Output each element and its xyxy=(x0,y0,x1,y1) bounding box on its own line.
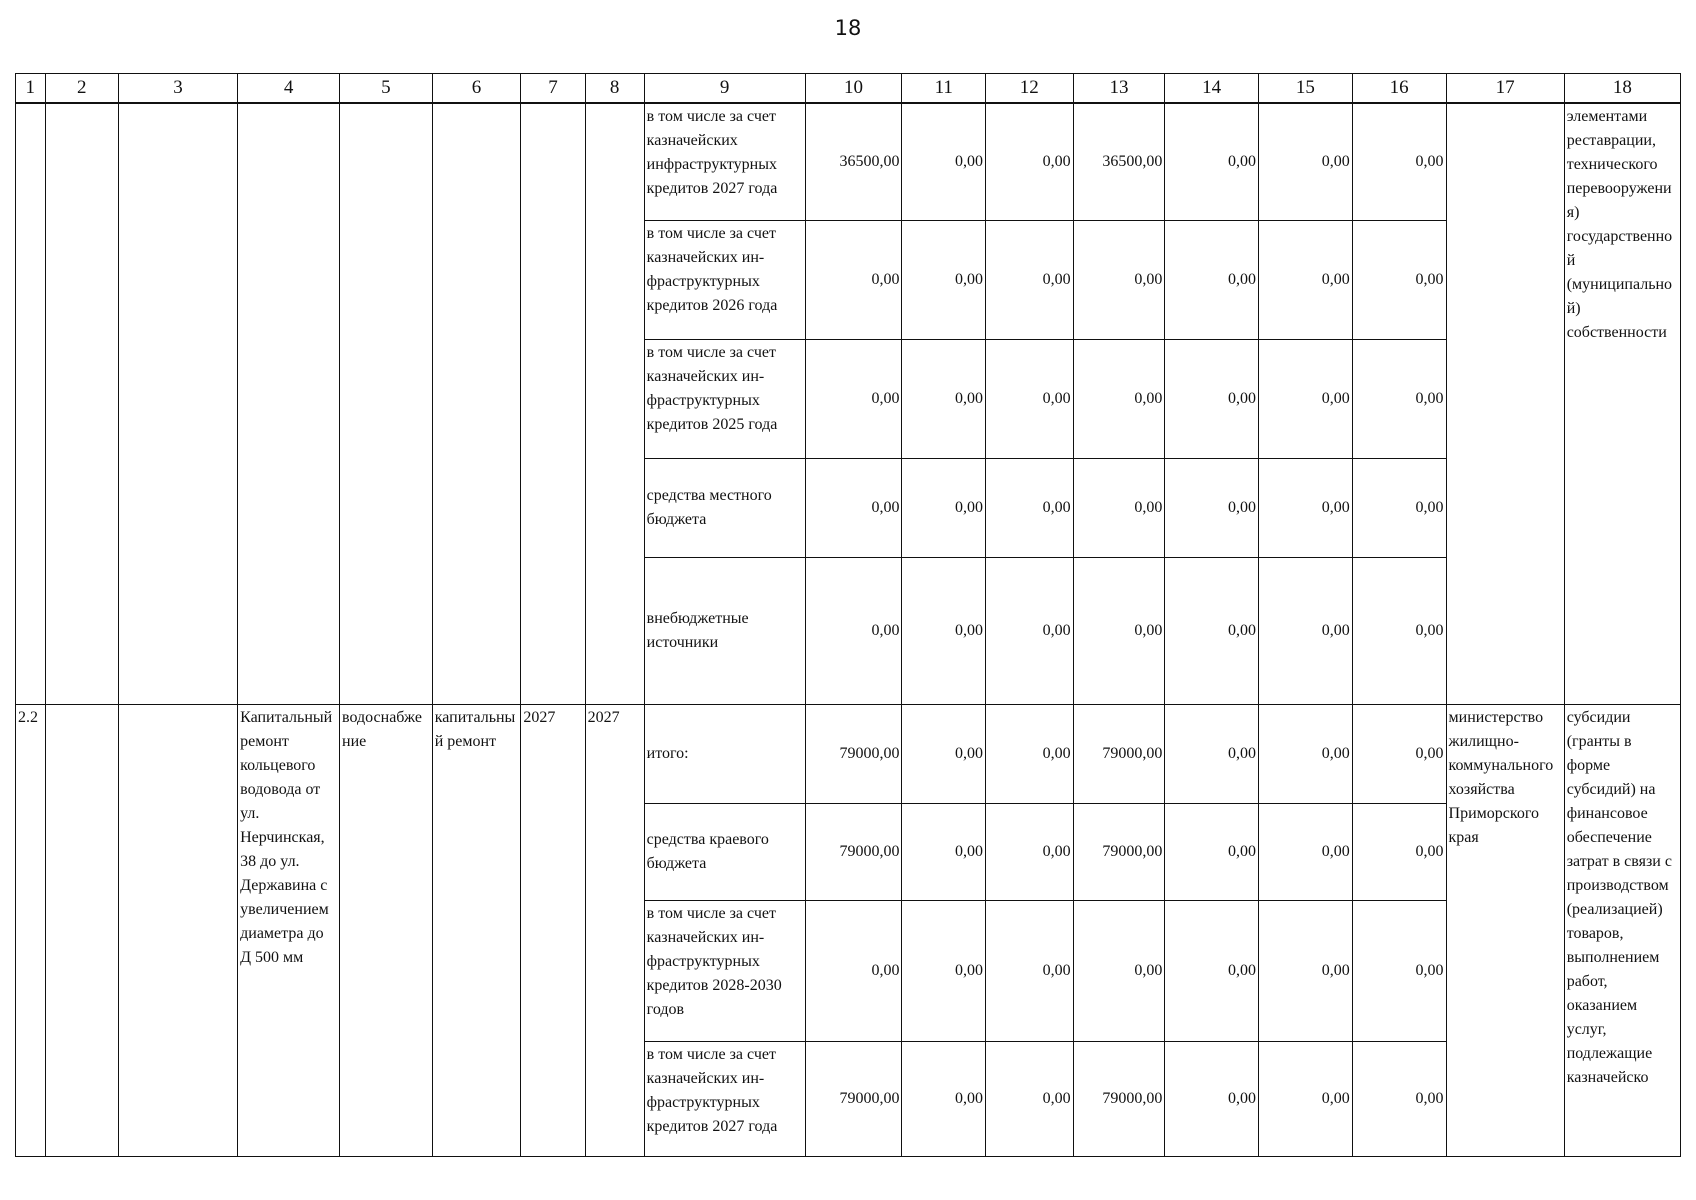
column-header: 11 xyxy=(902,74,986,104)
amount: 0,00 xyxy=(902,901,986,1042)
column-header: 18 xyxy=(1564,74,1680,104)
budget-table xyxy=(15,73,1681,1157)
amount: 0,00 xyxy=(1259,459,1353,558)
column-header: 12 xyxy=(985,74,1073,104)
amount: 0,00 xyxy=(902,459,986,558)
amount: 0,00 xyxy=(985,1042,1073,1157)
cell-empty xyxy=(118,103,237,705)
amount: 0,00 xyxy=(1073,558,1165,705)
column-header: 9 xyxy=(644,74,805,104)
amount: 0,00 xyxy=(985,340,1073,459)
amount: 0,00 xyxy=(985,558,1073,705)
column-number-row xyxy=(16,74,1681,104)
table-row xyxy=(16,705,1681,804)
amount: 0,00 xyxy=(1165,459,1259,558)
amount: 0,00 xyxy=(1165,705,1259,804)
funding-source: в том числе за счет казначейских ин-фраструктурных кредитов 2027 года xyxy=(644,1042,805,1157)
table-row xyxy=(16,103,1681,221)
cell-empty xyxy=(521,103,585,705)
amount: 36500,00 xyxy=(1073,103,1165,221)
amount: 79000,00 xyxy=(805,705,902,804)
amount: 0,00 xyxy=(902,340,986,459)
amount: 0,00 xyxy=(1352,459,1446,558)
amount: 0,00 xyxy=(1259,1042,1353,1157)
amount: 0,00 xyxy=(805,340,902,459)
amount: 0,00 xyxy=(1073,901,1165,1042)
year-start: 2027 xyxy=(521,705,585,1157)
column-header: 6 xyxy=(432,74,521,104)
funding-source: средства местного бюджета xyxy=(644,459,805,558)
cell-empty xyxy=(585,103,644,705)
amount: 0,00 xyxy=(805,221,902,340)
amount: 0,00 xyxy=(902,558,986,705)
amount: 0,00 xyxy=(1352,221,1446,340)
responsible-body: министерство жилищно-коммунального хозяйства Приморского края xyxy=(1446,705,1564,1157)
amount: 79000,00 xyxy=(805,804,902,901)
funding-source: в том числе за счет казначейских ин-фраструктурных кредитов 2026 года xyxy=(644,221,805,340)
cell-empty xyxy=(340,103,433,705)
amount: 79000,00 xyxy=(1073,705,1165,804)
amount: 0,00 xyxy=(1165,804,1259,901)
amount: 36500,00 xyxy=(805,103,902,221)
sector: водоснабжение xyxy=(340,705,433,1157)
funding-source: в том числе за счет казначейских инфраструктурных кредитов 2027 года xyxy=(644,103,805,221)
amount: 0,00 xyxy=(1259,103,1353,221)
cell-empty xyxy=(118,705,237,1157)
column-header: 17 xyxy=(1446,74,1564,104)
funding-form-text: субсидии (гранты в форме субсидий) на финансовое обеспечение затрат в связи с производством (реализацией) товаров, выполнением работ, оказанием услуг, подлежащие казначейско xyxy=(1564,705,1680,1157)
funding-source: внебюджетные источники xyxy=(644,558,805,705)
amount: 0,00 xyxy=(902,804,986,901)
column-header: 13 xyxy=(1073,74,1165,104)
amount: 0,00 xyxy=(1352,1042,1446,1157)
column-header: 1 xyxy=(16,74,46,104)
amount: 0,00 xyxy=(1259,558,1353,705)
column-header: 7 xyxy=(521,74,585,104)
funding-source: в том числе за счет казначейских ин-фраструктурных кредитов 2025 года xyxy=(644,340,805,459)
amount: 0,00 xyxy=(1073,340,1165,459)
funding-source: в том числе за счет казначейских ин-фраструктурных кредитов 2028-2030 годов xyxy=(644,901,805,1042)
amount: 0,00 xyxy=(985,221,1073,340)
amount: 0,00 xyxy=(985,804,1073,901)
amount: 0,00 xyxy=(1259,804,1353,901)
funding-form-text: элементами реставрации, технического перевооружения) государственной (муниципальной) собственности xyxy=(1564,103,1680,705)
amount: 0,00 xyxy=(902,221,986,340)
amount: 0,00 xyxy=(1352,558,1446,705)
amount: 0,00 xyxy=(985,705,1073,804)
funding-source: итого: xyxy=(644,705,805,804)
cell-empty xyxy=(432,103,521,705)
amount: 0,00 xyxy=(1165,558,1259,705)
amount: 0,00 xyxy=(1165,901,1259,1042)
amount: 0,00 xyxy=(1165,221,1259,340)
amount: 0,00 xyxy=(1352,804,1446,901)
amount: 0,00 xyxy=(985,901,1073,1042)
amount: 0,00 xyxy=(985,103,1073,221)
column-header: 3 xyxy=(118,74,237,104)
amount: 0,00 xyxy=(805,558,902,705)
work-type: капитальный ремонт xyxy=(432,705,521,1157)
amount: 79000,00 xyxy=(1073,804,1165,901)
amount: 0,00 xyxy=(985,459,1073,558)
amount: 0,00 xyxy=(1352,340,1446,459)
cell-empty xyxy=(16,103,46,705)
page-number: 18 xyxy=(834,16,862,40)
item-number: 2.2 xyxy=(16,705,46,1157)
amount: 0,00 xyxy=(1259,340,1353,459)
amount: 0,00 xyxy=(902,103,986,221)
column-header: 16 xyxy=(1352,74,1446,104)
amount: 0,00 xyxy=(1259,901,1353,1042)
amount: 0,00 xyxy=(1165,103,1259,221)
column-header: 5 xyxy=(340,74,433,104)
amount: 0,00 xyxy=(805,901,902,1042)
cell-empty xyxy=(45,103,118,705)
amount: 0,00 xyxy=(902,705,986,804)
cell-empty xyxy=(238,103,340,705)
amount: 0,00 xyxy=(805,459,902,558)
amount: 0,00 xyxy=(1352,705,1446,804)
amount: 0,00 xyxy=(902,1042,986,1157)
column-header: 2 xyxy=(45,74,118,104)
object-name: Капитальный ремонт кольцевого водовода от ул. Нерчинская, 38 до ул. Державина с увеличением диаметра до Д 500 мм xyxy=(238,705,340,1157)
column-header: 14 xyxy=(1165,74,1259,104)
column-header: 8 xyxy=(585,74,644,104)
amount: 79000,00 xyxy=(1073,1042,1165,1157)
amount: 0,00 xyxy=(1073,221,1165,340)
amount: 0,00 xyxy=(1259,221,1353,340)
amount: 0,00 xyxy=(1352,103,1446,221)
cell-empty xyxy=(1446,103,1564,705)
amount: 79000,00 xyxy=(805,1042,902,1157)
column-header: 10 xyxy=(805,74,902,104)
amount: 0,00 xyxy=(1259,705,1353,804)
amount: 0,00 xyxy=(1165,340,1259,459)
amount: 0,00 xyxy=(1352,901,1446,1042)
cell-empty xyxy=(45,705,118,1157)
amount: 0,00 xyxy=(1165,1042,1259,1157)
column-header: 15 xyxy=(1259,74,1353,104)
column-header: 4 xyxy=(238,74,340,104)
year-end: 2027 xyxy=(585,705,644,1157)
amount: 0,00 xyxy=(1073,459,1165,558)
funding-source: средства краевого бюджета xyxy=(644,804,805,901)
